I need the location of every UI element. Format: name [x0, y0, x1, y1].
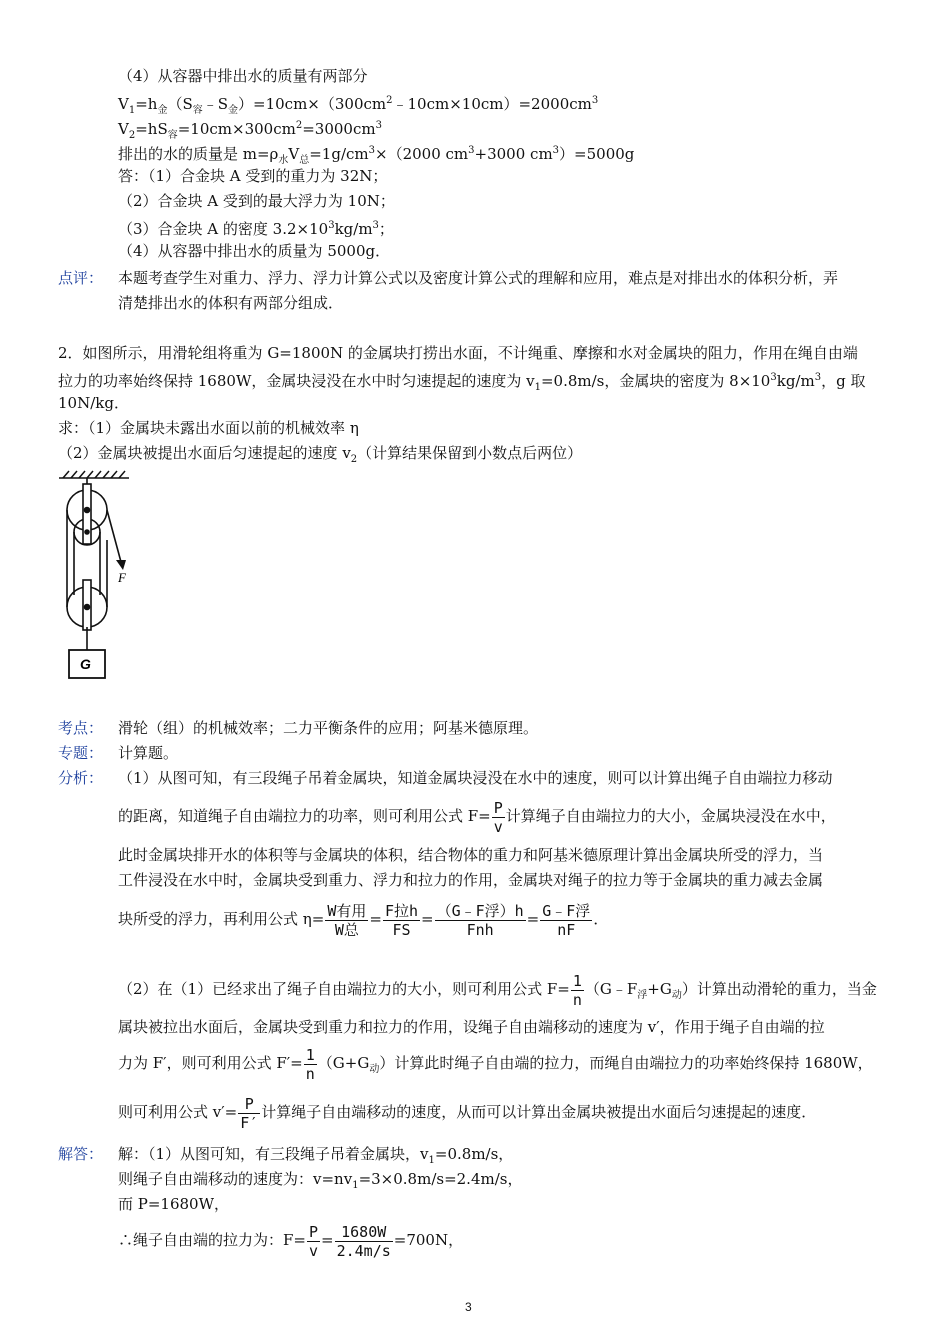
- t: 解：（1）从图可知，有三段绳子吊着金属块，v: [118, 1145, 429, 1163]
- q2-line2: [58, 368, 865, 398]
- numerator: （G﹣F浮）h: [436, 901, 524, 920]
- t: 则可利用公式 v′=: [118, 1103, 238, 1121]
- numerator: P: [238, 1095, 260, 1114]
- ceiling: [59, 471, 129, 478]
- t: ∴绳子自由端的拉力为：F=: [118, 1231, 306, 1249]
- t: 计算绳子自由端拉力的大小，金属块浸没在水中，: [505, 807, 836, 825]
- t: ；: [378, 220, 394, 238]
- fenxi-line7: 属块被拉出水面后，金属块受到重力和拉力的作用，设绳子自由端移动的速度为 v′，作用于绳子自由端的拉: [118, 1018, 825, 1036]
- part4-line1: （4）从容器中排出水的质量有两部分: [118, 67, 368, 85]
- denominator: n: [572, 990, 582, 1009]
- t: ﹣10cm×10cm）=2000cm: [392, 95, 592, 113]
- t: 的距离，知道绳子自由端拉力的功率，则可利用公式 F=: [118, 807, 491, 825]
- denominator: v: [493, 817, 503, 836]
- q2-line1: 2．如图所示，用滑轮组将重为 G=1800N 的金属块打捞出水面，不计绳重、摩擦和水对金属块的阻力，作用在绳自由端: [58, 344, 858, 362]
- fenxi-line3: 此时金属块排开水的体积等与金属块的体积，结合物体的重力和阿基米德原理计算出金属块所受的浮力，当: [118, 846, 824, 864]
- zhuanti-label: 专题：: [58, 744, 104, 762]
- t: ．: [593, 910, 609, 928]
- q2-line4: 求：（1）金属块未露出水面以前的机械效率 η: [58, 419, 359, 437]
- s: 1: [534, 382, 541, 393]
- jieda-line4: [118, 1221, 463, 1260]
- t: （3）合金块 A 的密度 3.2×10: [118, 220, 329, 238]
- t: （S: [167, 95, 193, 113]
- s: 3: [372, 220, 379, 231]
- numerator: F拉h: [384, 901, 418, 920]
- numerator: G﹣F浮: [542, 901, 591, 920]
- denominator: Fnh: [466, 920, 494, 939]
- t: V: [118, 120, 129, 138]
- denominator: W总: [334, 920, 359, 939]
- denominator: 2.4m/s: [336, 1241, 391, 1260]
- t: （G﹣F: [584, 980, 638, 998]
- t: ）计算出动滑轮的重力，当金: [681, 980, 877, 998]
- denominator: n: [305, 1064, 315, 1083]
- answer-line1: 答：（1）合金块 A 受到的重力为 32N；: [118, 167, 388, 185]
- q2-line3: 10N/kg．: [58, 394, 129, 412]
- numerator: W有用: [327, 901, 367, 920]
- weight-label: G: [80, 656, 91, 672]
- t: =: [321, 1231, 334, 1249]
- t: ）计算此时绳子自由端的拉力，而绳自由端拉力的功率始终保持 1680W，: [379, 1054, 873, 1072]
- t: ）=10cm×（300cm: [238, 95, 387, 113]
- t: =hS: [135, 120, 168, 138]
- s: 动: [369, 1064, 380, 1075]
- force-arrow: [116, 560, 126, 570]
- kaodian-text: 滑轮（组）的机械效率；二力平衡条件的应用；阿基米德原理。: [118, 719, 539, 737]
- force-label: F: [118, 570, 126, 585]
- numerator: 1: [572, 971, 582, 990]
- fraction: [492, 799, 505, 836]
- numerator: 1: [305, 1045, 315, 1064]
- t: 计算绳子自由端移动的速度，从而可以计算出金属块被提出水面后匀速提起的速度．: [261, 1103, 817, 1121]
- fraction: [540, 902, 592, 939]
- s: 3: [591, 95, 599, 106]
- zhuanti-text: 计算题。: [118, 744, 179, 762]
- fraction: [383, 902, 420, 939]
- t: +G: [647, 980, 672, 998]
- t: =0.8m/s，金属块的密度为 8×10: [540, 372, 771, 390]
- t: （计算结果保留到小数点后两位）: [357, 444, 583, 462]
- t: 力为 F′，则可利用公式 F′=: [118, 1054, 303, 1072]
- t: ﹣S: [202, 95, 229, 113]
- comment-line2: 清楚排出水的体积有两部分组成．: [118, 294, 344, 312]
- s: 3: [328, 220, 335, 231]
- numerator: P: [493, 798, 503, 817]
- s: 浮: [637, 990, 648, 1001]
- fenxi-line4: 工件浸没在水中时，金属块受到重力、浮力和拉力的作用，金属块对绳子的拉力等于金属块的重力减去金属: [118, 871, 824, 889]
- s: 容: [167, 130, 178, 141]
- s: 3: [468, 145, 475, 156]
- t: =: [421, 910, 434, 928]
- t: =0.8m/s，: [434, 1145, 514, 1163]
- t: 排出的水的质量是 m=ρ: [118, 145, 279, 163]
- jieda-line2: [118, 1169, 522, 1196]
- s: 2: [350, 454, 358, 465]
- s: 3: [770, 372, 777, 383]
- s: 3: [552, 145, 560, 156]
- denominator: F′: [240, 1113, 259, 1132]
- t: V: [118, 95, 129, 113]
- fraction: [571, 972, 584, 1009]
- s: 2: [386, 95, 393, 106]
- t: ×（2000 cm: [375, 145, 469, 163]
- t: （2）金属块被提出水面后匀速提起的速度 v: [58, 444, 351, 462]
- fraction: [307, 1223, 320, 1260]
- s: 3: [375, 120, 382, 131]
- s: 1: [128, 105, 136, 116]
- t: +3000 cm: [474, 145, 553, 163]
- fraction: [238, 1095, 260, 1132]
- s: 动: [671, 990, 682, 1001]
- t: ，g 取: [821, 372, 866, 390]
- s: 2: [128, 130, 136, 141]
- pulley-diagram: [55, 470, 145, 685]
- kaodian-label: 考点：: [58, 719, 104, 737]
- s: 金: [228, 105, 239, 116]
- answer-line2: （2）合金块 A 受到的最大浮力为 10N；: [118, 192, 395, 210]
- denominator: v: [308, 1241, 319, 1260]
- fraction: [304, 1046, 317, 1083]
- fenxi-line9: [118, 1093, 816, 1132]
- t: =h: [135, 95, 158, 113]
- fenxi-line2: [118, 797, 836, 836]
- t: =3×0.8m/s=2.4m/s，: [358, 1170, 523, 1188]
- jieda-label: 解答：: [58, 1145, 104, 1163]
- fenxi-line8: [118, 1044, 873, 1089]
- rope-free-end: [107, 510, 121, 562]
- t: =: [369, 910, 382, 928]
- s: 水: [278, 155, 289, 166]
- fenxi-line5: [118, 900, 608, 939]
- s: 1: [428, 1155, 435, 1166]
- s: 3: [368, 145, 376, 156]
- comment-line1: 本题考查学生对重力、浮力、浮力计算公式以及密度计算公式的理解和应用，难点是对排出水的体积分析，弄: [118, 269, 839, 287]
- fraction: [335, 1223, 393, 1260]
- answer-line3: [118, 216, 394, 239]
- q2-line5: [58, 443, 582, 470]
- answer-line4: （4）从容器中排出水的质量为 5000g．: [118, 242, 391, 260]
- t: =10cm×300cm: [177, 120, 296, 138]
- fraction: [435, 902, 526, 939]
- t: 块所受的浮力，再利用公式 η=: [118, 910, 325, 928]
- numerator: 1680W: [335, 1223, 393, 1242]
- comment-label: 点评：: [58, 269, 104, 287]
- s: 金: [157, 105, 168, 116]
- fenxi-line6: [118, 970, 877, 1015]
- t: kg/m: [776, 372, 815, 390]
- t: kg/m: [334, 220, 373, 238]
- jieda-line1: [118, 1144, 513, 1171]
- s: 总: [299, 155, 310, 166]
- page-number: 3: [465, 1300, 472, 1314]
- s: 1: [352, 1180, 359, 1191]
- s: 2: [295, 120, 303, 131]
- t: （G+G: [317, 1054, 370, 1072]
- denominator: FS: [392, 920, 411, 939]
- fraction: [325, 902, 368, 939]
- t: =700N，: [393, 1231, 464, 1249]
- t: =1g/cm: [309, 145, 369, 163]
- t: （2）在（1）已经求出了绳子自由端拉力的大小，则可利用公式 F=: [118, 980, 570, 998]
- t: =3000cm: [302, 120, 376, 138]
- fenxi-line1: （1）从图可知，有三段绳子吊着金属块，知道金属块浸没在水中的速度，则可以计算出绳子自由端拉力移动: [118, 769, 833, 787]
- t: =: [526, 910, 540, 928]
- fenxi-label: 分析：: [58, 769, 104, 787]
- t: V: [288, 145, 300, 163]
- jieda-line3: 而 P=1680W，: [118, 1195, 230, 1213]
- numerator: P: [308, 1222, 319, 1241]
- s: 3: [814, 372, 822, 383]
- t: 则绳子自由端移动的速度为：v=nv: [118, 1170, 353, 1188]
- s: 容: [192, 105, 203, 116]
- t: 拉力的功率始终保持 1680W，金属块浸没在水中时匀速提起的速度为 v: [58, 372, 535, 390]
- t: ）=5000g: [559, 145, 635, 163]
- denominator: nF: [557, 920, 576, 939]
